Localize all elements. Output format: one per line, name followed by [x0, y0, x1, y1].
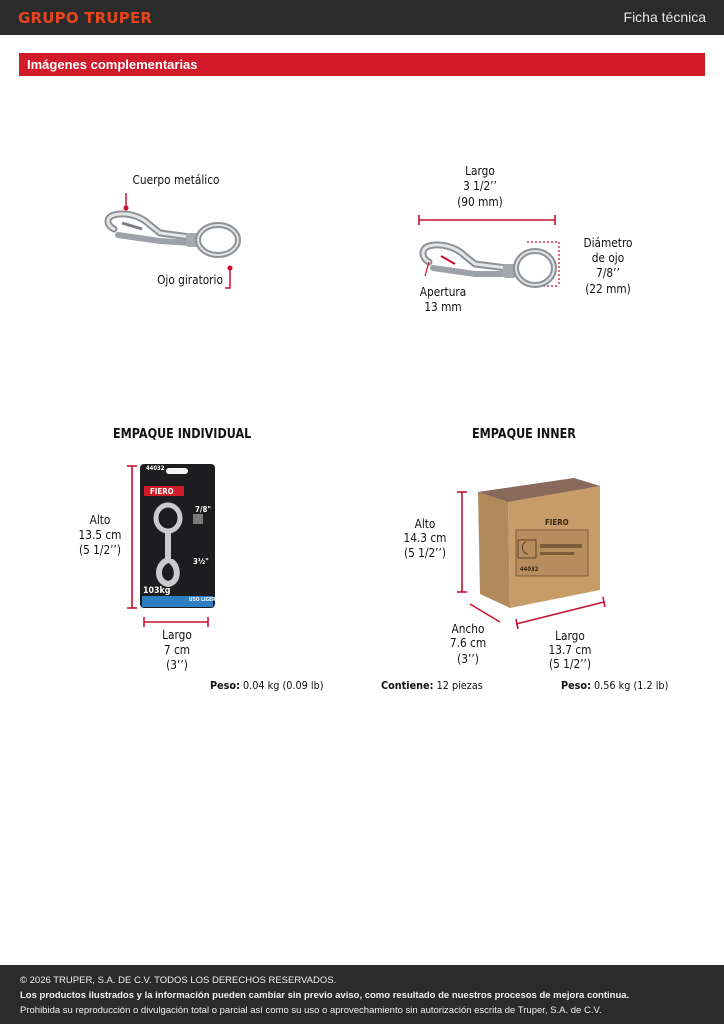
- footer-prohibition: Prohibida su reproducción o divulgación total o parcial así como su uso o aprovechamiento sin autorización escrita de Truper, S.A. de C.V.: [20, 1005, 602, 1016]
- eye-part-label: Ojo giratorio: [157, 273, 223, 287]
- card-brand: FIERO: [150, 487, 174, 496]
- individual-package-heading: EMPAQUE INDIVIDUAL: [113, 427, 252, 442]
- opening-title: Apertura: [419, 285, 467, 299]
- brand-logo: GRUPO TRUPER: [18, 9, 153, 27]
- inner-length-title: Largo: [555, 629, 585, 643]
- individual-weight-label: Peso:: [210, 679, 240, 692]
- footer: [0, 965, 724, 1024]
- inner-height-cm: 14.3 cm: [403, 531, 447, 545]
- inner-width-title: Ancho: [451, 622, 485, 636]
- individual-weight-value: 0.04 kg (0.09 lb): [243, 679, 324, 692]
- box-brand: FIERO: [545, 518, 569, 527]
- inner-weight-label: Peso:: [561, 679, 591, 692]
- body-part-label: Cuerpo metálico: [132, 173, 220, 187]
- eye-diameter-title-1: Diámetro: [583, 236, 633, 250]
- inner-weight: [561, 679, 668, 692]
- individual-length-inches: (3’’): [166, 658, 188, 672]
- document-type: Ficha técnica: [623, 9, 706, 25]
- inner-height-title: Alto: [414, 517, 436, 531]
- inner-box-illustration: [456, 478, 616, 628]
- section-header: [19, 53, 705, 76]
- card-duty-badge: USO LIGERO: [189, 597, 220, 603]
- inner-length-cm: 13.7 cm: [548, 643, 592, 657]
- length-dimension-title: Largo: [465, 164, 495, 178]
- eye-diameter-inches: 7/8’’: [596, 266, 620, 280]
- box-product-code: 44032: [520, 566, 539, 573]
- individual-length-cm: 7 cm: [163, 643, 191, 657]
- individual-length-title: Largo: [162, 628, 192, 642]
- individual-length-dimension: [142, 617, 212, 627]
- length-dimension-mm: (90 mm): [457, 195, 503, 209]
- inner-package-heading: EMPAQUE INNER: [472, 427, 576, 442]
- inner-width-inches: (3’’): [457, 652, 479, 666]
- inner-contents-value: 12 piezas: [436, 679, 483, 692]
- card-eye-size: 7/8": [195, 505, 212, 514]
- section-title: Imágenes complementarias: [27, 57, 198, 72]
- inner-length-inches: (5 1/2’’): [548, 657, 592, 671]
- inner-weight-value: 0.56 kg (1.2 lb): [594, 679, 669, 692]
- inner-contents: [381, 679, 483, 692]
- opening-mm: 13 mm: [424, 300, 462, 314]
- footer-copyright: © 2026 TRUPER, S.A. DE C.V. TODOS LOS DERECHOS RESERVADOS.: [20, 975, 337, 986]
- individual-height-cm: 13.5 cm: [78, 528, 122, 542]
- card-product-code: 44032: [146, 465, 165, 472]
- individual-weight: [210, 679, 324, 692]
- footer-notice: Los productos ilustrados y la información pueden cambiar sin previo aviso, como resultado de nuestros procesos de mejora continua.: [20, 990, 630, 1001]
- inner-contents-label: Contiene:: [381, 679, 434, 692]
- inner-width-cm: 7.6 cm: [449, 636, 487, 650]
- individual-height-inches: (5 1/2’’): [78, 543, 122, 557]
- eye-diameter-mm: (22 mm): [585, 282, 631, 296]
- length-dimension-inches: 3 1/2’’: [463, 179, 497, 193]
- individual-height-title: Alto: [89, 513, 111, 527]
- top-bar: [0, 0, 724, 35]
- card-length: 3½": [193, 557, 209, 566]
- eye-diameter-title-2: de ojo: [591, 251, 625, 265]
- card-load-rating: 103kg: [143, 586, 171, 596]
- inner-height-inches: (5 1/2’’): [403, 546, 447, 560]
